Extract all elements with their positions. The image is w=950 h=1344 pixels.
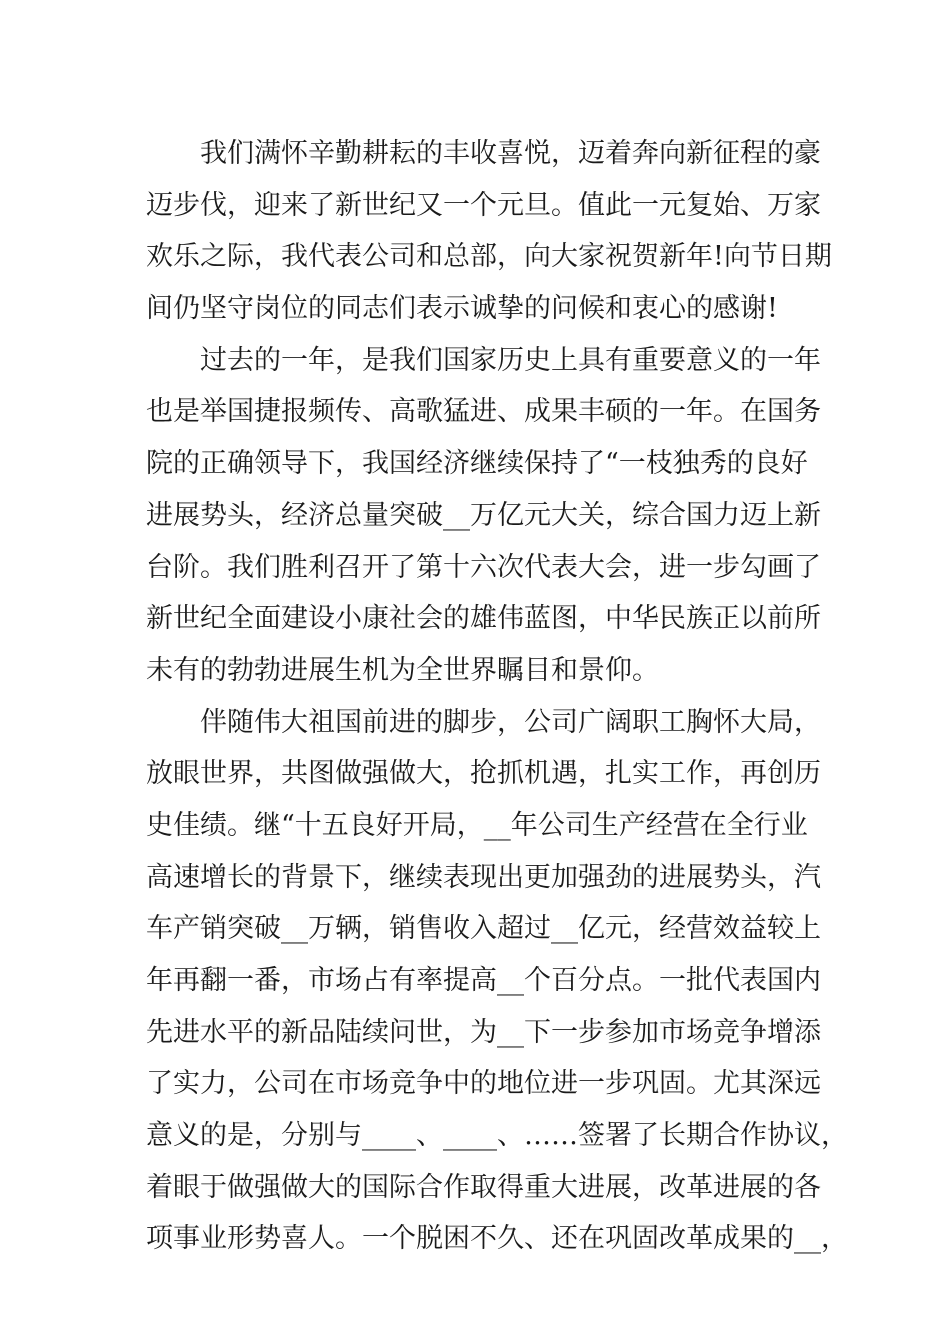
- paragraph-1-line-4: 间仍坚守岗位的同志们表示诚挚的问候和衷心的感谢!: [146, 293, 778, 325]
- paragraph-2-line-3: 院的正确领导下，我国经济继续保持了“一枝独秀的良好: [146, 448, 808, 480]
- paragraph-3-line-7: 先进水平的新品陆续问世，为__下一步参加市场竞争增添: [146, 1016, 821, 1048]
- paragraph-2-line-2: 也是举国捷报频传、高歌猛进、成果丰硕的一年。在国务: [146, 396, 821, 428]
- paragraph-3-line-4: 高速增长的背景下，继续表现出更加强劲的进展势头，汽: [146, 861, 821, 893]
- document-body: [146, 128, 848, 1265]
- paragraph-3-line-6: 年再翻一番，市场占有率提高__个百分点。一批代表国内: [146, 965, 821, 996]
- paragraph-2-line-7: 未有的勃勃进展生机为全世界瞩目和景仰。: [146, 654, 659, 686]
- paragraph-3-line-10: 着眼于做强做大的国际合作取得重大进展，改革进展的各: [146, 1171, 821, 1203]
- paragraph-1-line-3: 欢乐之际，我代表公司和总部，向大家祝贺新年!向节日期: [146, 241, 832, 273]
- paragraph-2-line-5: 台阶。我们胜利召开了第十六次代表大会，进一步勾画了: [146, 551, 821, 583]
- paragraph-3-line-2: 放眼世界，共图做强做大，抢抓机遇，扎实工作，再创历: [146, 758, 821, 790]
- paragraph-2-line-1: 过去的一年，是我们国家历史上具有重要意义的一年: [200, 344, 821, 376]
- paragraph-3-line-3: 史佳绩。继“十五良好开局，__年公司生产经营在全行业: [146, 809, 808, 841]
- paragraph-3-line-9: 意义的是，分别与____、____、……签署了长期合作协议，: [146, 1120, 848, 1152]
- paragraph-1-line-2: 迈步伐，迎来了新世纪又一个元旦。值此一元复始、万家: [146, 189, 821, 221]
- paragraph-3-line-11: 项事业形势喜人。一个脱困不久、还在巩固改革成果的__，: [146, 1223, 848, 1255]
- paragraph-3-line-8: 了实力，公司在市场竞争中的地位进一步巩固。尤其深远: [146, 1068, 821, 1100]
- paragraph-2-line-6: 新世纪全面建设小康社会的雄伟蓝图，中华民族正以前所: [146, 603, 821, 635]
- paragraph-3-line-5: 车产销突破__万辆，销售收入超过__亿元，经营效益较上: [146, 913, 821, 945]
- paragraph-2-line-4: 进展势头，经济总量突破__万亿元大关，综合国力迈上新: [146, 499, 821, 531]
- paragraph-1-line-1: 我们满怀辛勤耕耘的丰收喜悦，迈着奔向新征程的豪: [200, 138, 821, 169]
- paragraph-3-line-1: 伴随伟大祖国前进的脚步，公司广阔职工胸怀大局，: [200, 706, 821, 738]
